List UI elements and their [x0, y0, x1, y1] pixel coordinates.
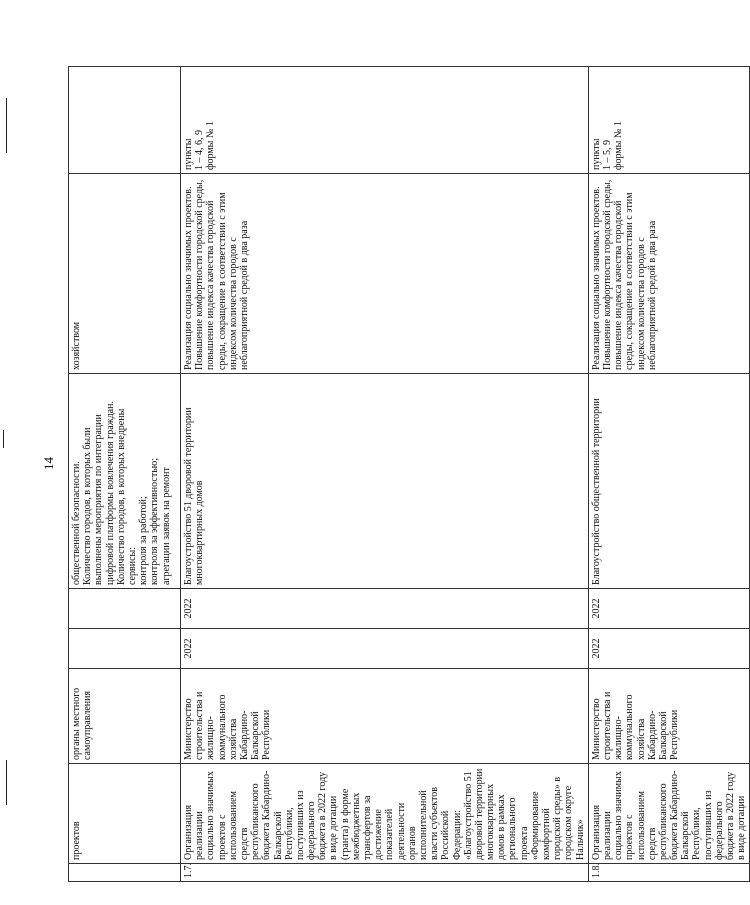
table-row [588, 67, 750, 882]
link-cell: пункты 1 – 4, 6, 9 формы № 1 [181, 67, 589, 174]
scan-edge-mark [6, 98, 7, 153]
table-row [69, 67, 181, 882]
link-cell [69, 67, 181, 174]
row-number [69, 864, 181, 882]
scan-edge-mark [6, 760, 7, 805]
start-year-cell [69, 629, 181, 669]
result-cell: Реализация социально значимых проектов. Повышение комфортности городской среды, повышение индекса качества городской среды, сокращение в соответствии с этим индексом количества городов с неблагоприятной средой в два раза [588, 174, 750, 374]
result-cell: Реализация социально значимых проектов. Повышение комфортности городской среды, повышение индекса качества городской среды, сокращение в соответствии с этим индексом количества городов с неблагоприятной средой в два раза [181, 174, 589, 374]
start-year-cell: 2022 [181, 629, 589, 669]
result-cell: хозяйством [69, 174, 181, 374]
rotated-table-wrapper [68, 67, 748, 882]
event-cell: проектов [69, 764, 181, 864]
indicator-cell: общественной безопасности. Количество городов, в которых были выполнены мероприятия по интеграции цифровой платформы вовлечения граждан. Количество городов, в которых внедрены сервисы: контроля за работой; контроля за эффективностью; агрегации заявок на ремонт [69, 374, 181, 589]
table-row [181, 67, 589, 882]
row-number: 1.8. [588, 864, 750, 882]
end-year-cell: 2022 [181, 589, 589, 629]
executor-cell: органы местного самоуправления [69, 669, 181, 764]
event-cell: Организация реализации социально значимых проектов с использованием средств республиканского бюджета Кабардино-Балкарской Республики, поступивших из федерального бюджета в 2022 году в виде дотации (гранта) в форме межбюджетных трансфертов за достижение показателей деятельности органов исполнительной власти субъектов Российской Федерации: «Благоустройство 51 дворовой территории многоквартирных домов в рамках регионального проекта «Формирование комфортной городской среды» в городском округе Нальчик» [181, 764, 589, 864]
measures-table [68, 66, 750, 882]
scan-edge-mark [3, 430, 4, 448]
page-number: 14 [41, 457, 56, 470]
indicator-cell: Благоустройство общественной территории [588, 374, 750, 589]
end-year-cell: 2022 [588, 589, 750, 629]
start-year-cell: 2022 [588, 629, 750, 669]
indicator-cell: Благоустройство 51 дворовой территории многоквартирных домов [181, 374, 589, 589]
executor-cell: Министерство строительства и жилищно-коммунального хозяйства Кабардино-Балкарской Республики [588, 669, 750, 764]
event-cell: Организация реализации социально значимых проектов с использованием средств республиканского бюджета Кабардино-Балкарской Республики, поступивших из федерального бюджета в 2022 году в виде дотации [588, 764, 750, 864]
link-cell: пункты 1 – 5, 9 формы № 1 [588, 67, 750, 174]
end-year-cell [69, 589, 181, 629]
row-number: 1.7. [181, 864, 589, 882]
executor-cell: Министерство строительства и жилищно-коммунального хозяйства Кабардино-Балкарской Республики [181, 669, 589, 764]
